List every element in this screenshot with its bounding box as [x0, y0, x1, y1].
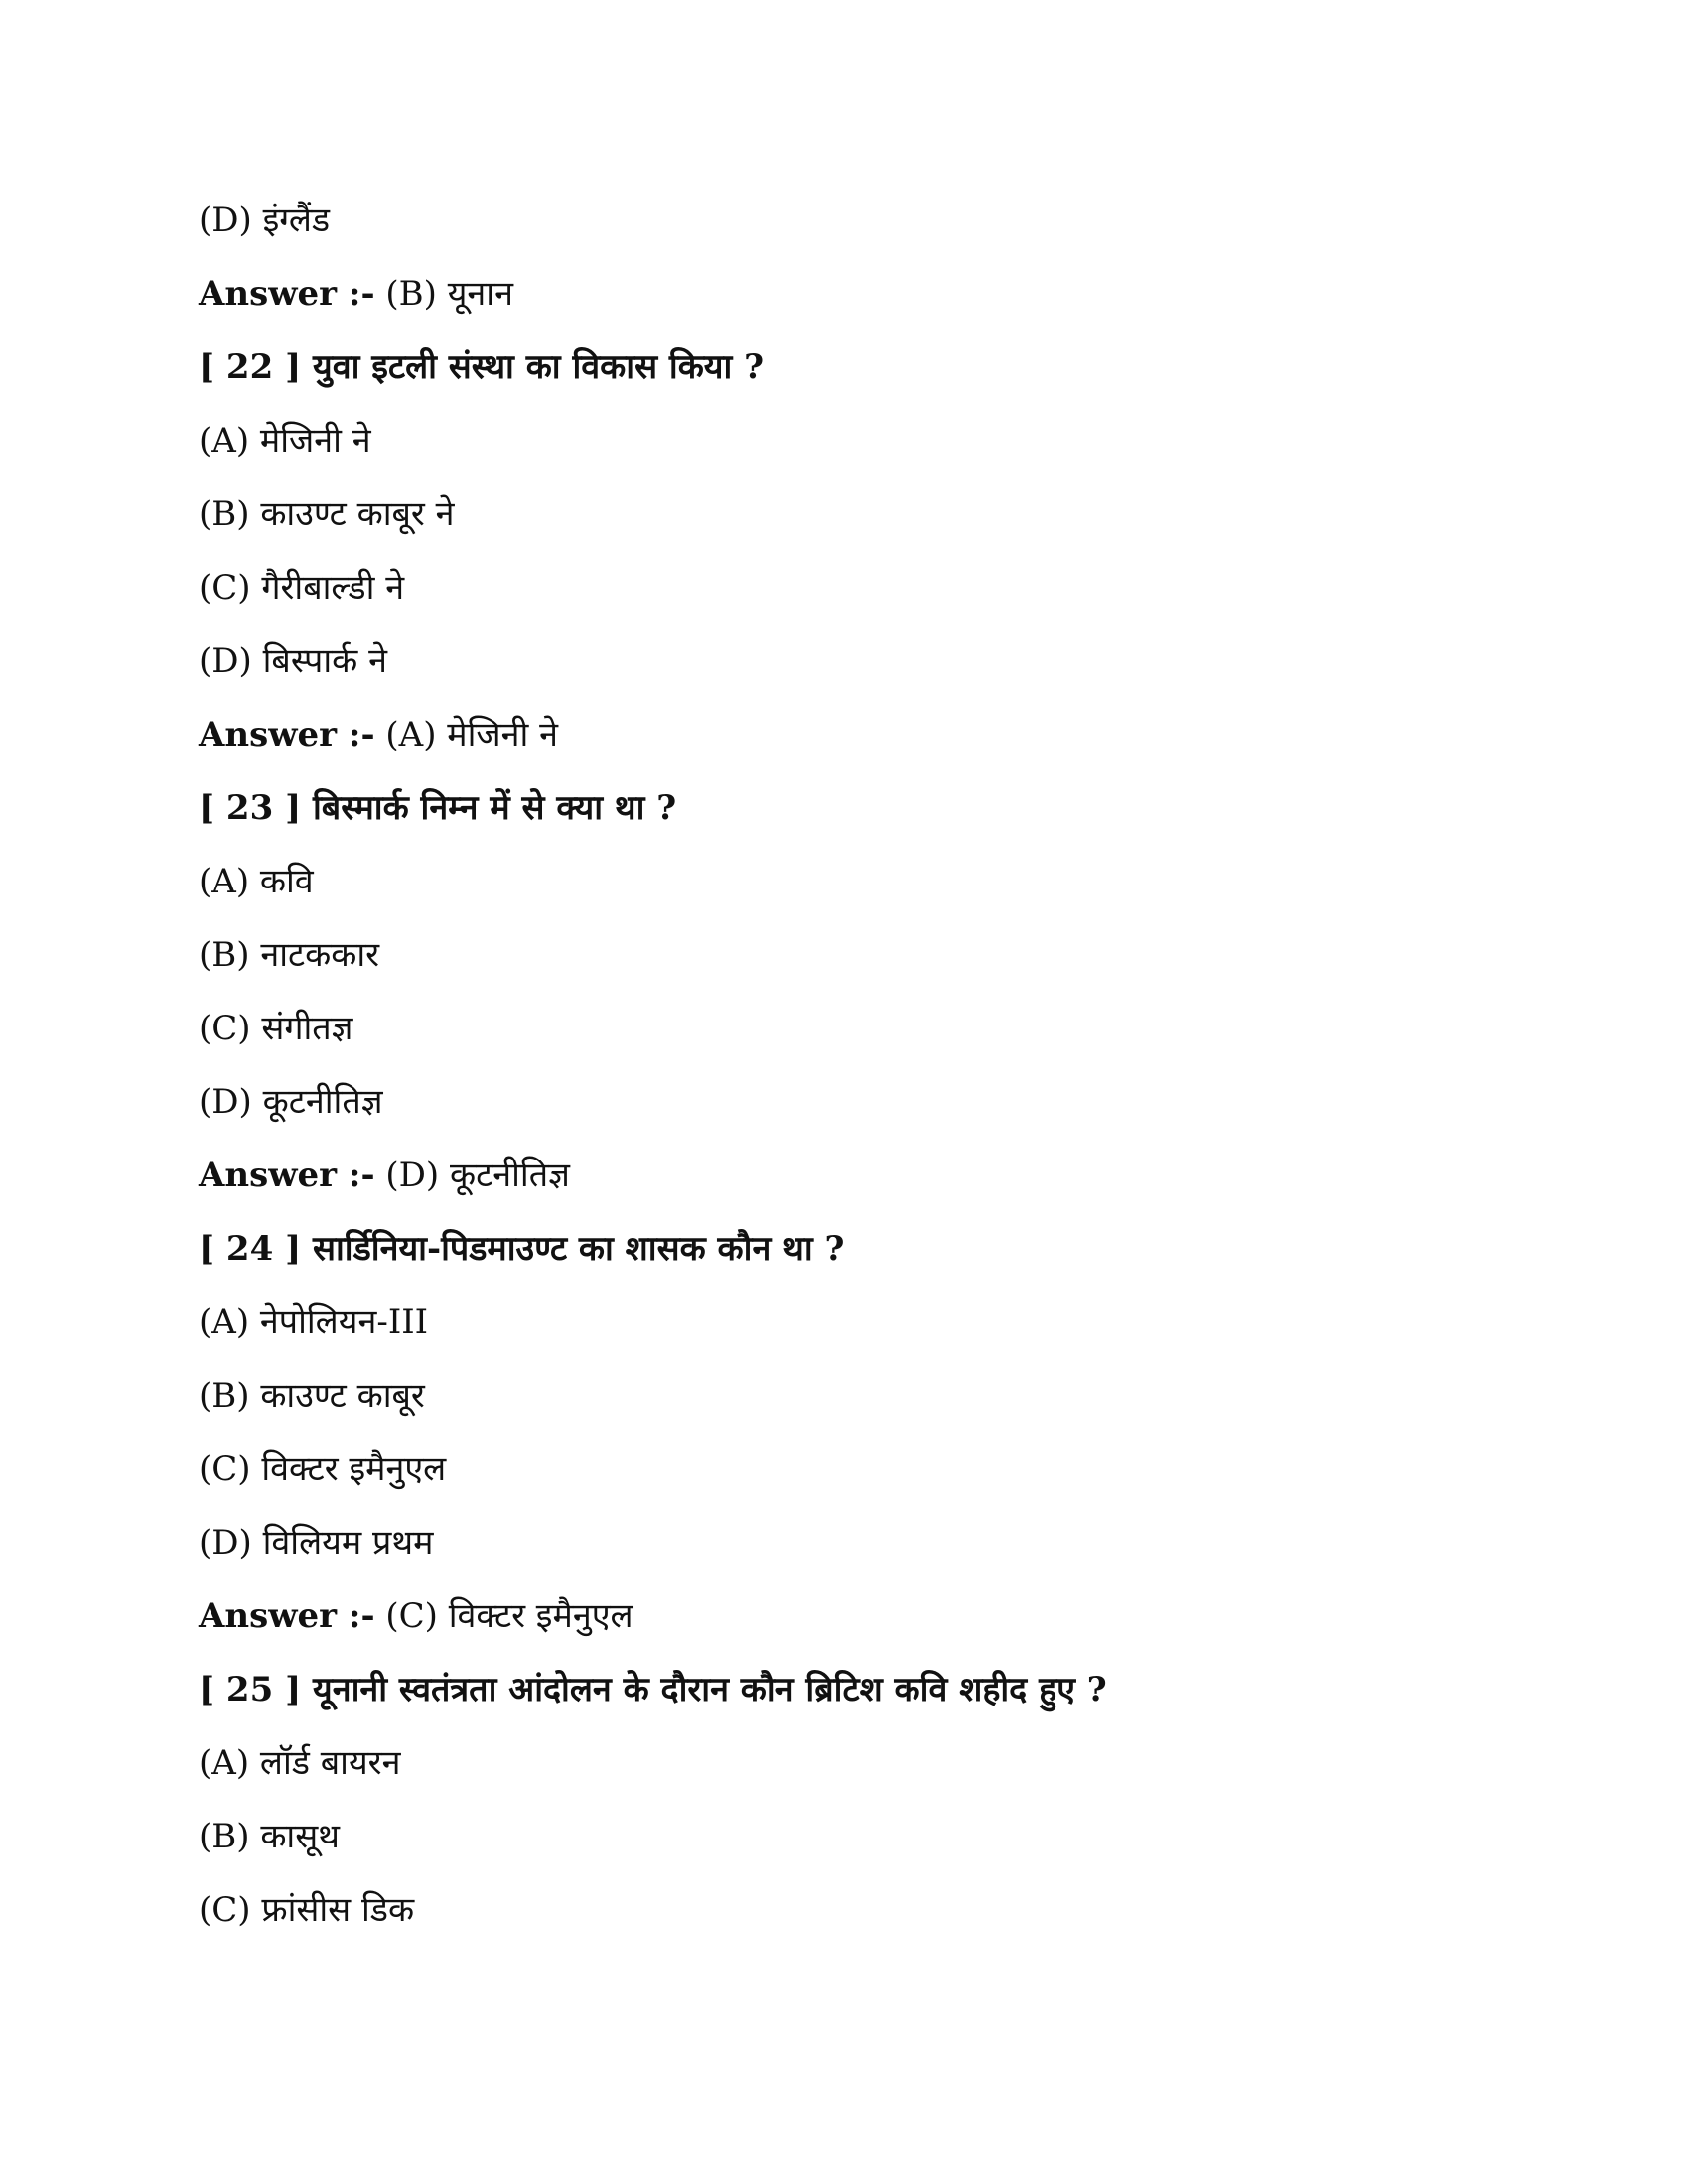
- answer-line: [199, 713, 558, 756]
- option-text: (B) नाटककार: [199, 935, 380, 975]
- answer-label: Answer :-: [199, 1156, 375, 1195]
- option-text: (A) मेजिनी ने: [199, 421, 371, 461]
- answer-line: [199, 1594, 633, 1638]
- answer-label: Answer :-: [199, 274, 375, 314]
- option-text: (A) लॉर्ड बायरन: [199, 1743, 401, 1783]
- option-text: (D) बिस्पार्क ने: [199, 641, 387, 681]
- option-text: (D) कूटनीतिज्ञ: [199, 1082, 383, 1122]
- answer-text: (C) विक्टर इमैनुएल: [374, 1596, 633, 1636]
- option-text: (B) काउण्ट काबूर ने: [199, 494, 455, 534]
- option-text: (C) गैरीबाल्डी ने: [199, 568, 405, 608]
- option-text: (D) इंग्लैंड: [199, 201, 331, 240]
- answer-line: [199, 272, 513, 316]
- answer-label: Answer :-: [199, 715, 375, 754]
- option-text: (C) फ्रांसीस डिक: [199, 1890, 415, 1930]
- answer-text: (D) कूटनीतिज्ञ: [374, 1156, 570, 1195]
- question-text: [ 22 ] युवा इटली संस्था का विकास किया ?: [199, 347, 765, 387]
- answer-text: (A) मेजिनी ने: [374, 715, 558, 754]
- question-text: [ 24 ] सार्डिनिया-पिडमाउण्ट का शासक कौन था ?: [199, 1229, 845, 1269]
- answer-label: Answer :-: [199, 1596, 375, 1636]
- option-text: (A) कवि: [199, 862, 314, 901]
- option-text: (C) विक्टर इमैनुएल: [199, 1449, 447, 1489]
- answer-text: (B) यूनान: [374, 274, 513, 314]
- question-text: [ 25 ] यूनानी स्वतंत्रता आंदोलन के दौरान कौन ब्रिटिश कवि शहीद हुए ?: [199, 1670, 1107, 1709]
- option-text: (D) विलियम प्रथम: [199, 1523, 434, 1563]
- answer-line: [199, 1154, 570, 1197]
- option-text: (A) नेपोलियन-III: [199, 1302, 429, 1342]
- option-text: (C) संगीतज्ञ: [199, 1009, 353, 1048]
- option-text: (B) कासूथ: [199, 1817, 340, 1856]
- option-text: (B) काउण्ट काबूर: [199, 1376, 425, 1416]
- question-text: [ 23 ] बिस्मार्क निम्न में से क्या था ?: [199, 788, 677, 828]
